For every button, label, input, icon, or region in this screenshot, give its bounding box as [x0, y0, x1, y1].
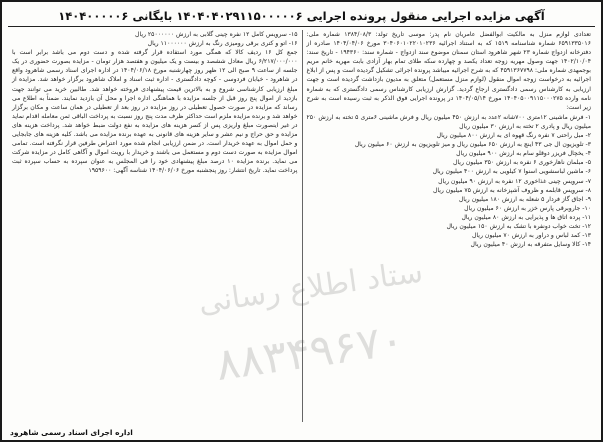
- list-item: ۸- سرویس قابلمه و ظروف آشپزخانه به ارزش ۷۵ میلیون ریال: [432, 186, 591, 194]
- list-item: ۱۱- پرده اتاق ها و پذیرایی به ارزش ۸۰ میلیون ریال: [461, 213, 591, 221]
- list-item: ۱- فرش ماشینی ۱۲متری ۷۰۰شانه ۲عدد به ارزش ۴۵۰ میلیون ریال و فرش ماشینی ۶متری ۵ تخته به ارزش ۲۵۰ میلیون ریال و پادری ۲ تخته به ارزش ۳۰ میلیون ریال: [306, 113, 591, 130]
- list-item: ۲- مبل راحتی ۷ نفره رنگ قهوه ای به ارزش ۸۰۰ میلیون ریال: [436, 132, 591, 140]
- list-item: ۱۶- اتو و کتری برقی رومیزی رنگ به ارزش ۱۱۰۰۰۰۰۰ ریال: [147, 40, 298, 48]
- list-item: ۹- اجاق گاز فردار ۵ شعله به ارزش ۱۸۰ میلیون ریال: [458, 195, 591, 203]
- list-item: ۴- یخچال فریزر دوقلو سام به ارزش ۹۰۰ میلیون ریال: [456, 150, 591, 158]
- auction-terms-paragraph: جمع کل ۱۶ ردیف کالا که همگی مورد استفاده قرار گرفته شده و دست دوم می باشد برابر است با ۶/۲۱۷/۰۰۰/۰۰۰ ریال معادل ششصد و بیست و یک میلیون و هفتصد هزار تومان - مزایده بصورت حضوری در یک جلسه از ساعت ۹ صبح الی ۱۲ ظهر روز چهارشنبه مورخ ۱۴۰۴/۰۶/۱۸ در اداره اجرای اسناد رسمی شاهرود واقع در شاهرود - خیابان فردوسی - کوچه دادگستری - اداره ثبت اسناد و املاک شاهرود برگزار خواهد شد. مزایده از مبلغ ارزیابی کارشناسی شروع و به بالاترین قیمت پیشنهادی فروخته خواهد شد. طالبین خرید می توانند جهت بازدید از اموال پنج روز قبل از جلسه مزایده با هماهنگی اداره اجرا و محل آن بازدید نمایند. ضمناً به اطلاع می رساند که مزایده در صورت حصول تعطیلی در روز مزایده در روز بعد از تعطیلی در همان ساعت و مکان برگزار خواهد شد و برنده مزایده ملزم است حداکثر ظرف مدت پنج روز نسبت به پرداخت الباقی ثمن معامله اقدام نماید در غیر اینصورت مبلغ واریزی پس از کسر هزینه های مزایده به نفع دولت ضبط خواهد شد. پرداخت هزینه های مزایده و حق حراج و نیم عشر و سایر هزینه های قانونی به عهده برنده مزایده می باشد. کلیه هزینه های جابجایی و حمل اموال به عهده خریدار است. در ضمن ارزیابی انجام شده مورد اعتراض طرفین قرار نگرفته است. تمامی اموال مزایده به صورت دست دوم و مستعمل می باشند و خریدار با رویت اموال و آگاهی کامل در مزایده شرکت می نماید. برنده مزایده ۱۰ درصد مبلغ پیشنهادی خود را فی المجلس به عنوان سپرده به حساب سپرده ثبت پرداخت نماید. تاریخ انتشار: روز پنجشنبه مورخ ۱۴۰۴/۰۶/۰۶ شناسه آگهی: ۱۹۵۹۶۰۰: [12, 49, 298, 175]
- notice-header: [8, 6, 595, 27]
- notice-title: آگهی مزایده اجرایی منقول پرونده اجرایی ۱۴۰۴۰۴۰۲۹۱۱۵۰۰۰۰۰۶ بایگانی ۱۴۰۴۰۰۰۰۰۶: [58, 9, 545, 23]
- list-item: ۷- سرویس چینی غذاخوری ۱۲ نفره به ارزش ۹۰ میلیون ریال: [438, 177, 591, 185]
- list-item: ۶- ماشین لباسشویی اسنوا ۷ کیلویی به ارزش ۴۰۰ میلیون ریال: [432, 168, 591, 176]
- list-item: ۱۲- تخت خواب دونفره با تشک به ارزش ۱۵۰ میلیون ریال: [446, 222, 591, 230]
- notice-body: [8, 30, 595, 422]
- list-item: ۱۴- کالا وسایل متفرقه به ارزش ۴۰ میلیون ریال: [470, 241, 591, 249]
- list-item: ۱۵- سرویس کامل ۱۲ نفره چینی گلابی به ارزش ۲۵۰۰۰۰۰۰ ریال: [135, 31, 298, 38]
- intro-paragraph: تعدادی لوازم منزل به مالکیت ابوالفضل عامریان نام پدر: موسی تاریخ تولد: ۱۳۸۴/۰۸/۳ شماره ملی: ۶۵۹۱۳۳۵۰۱۶ شماره شناسنامه ۱۵۱۹ که به استناد اجرائیه ۳۰۴۰۶۰۱۰۲۲۰۱۰۲۳۶ مورخ ۱۴۰۴/۰۴/۰۶ صادره از دفترخانه ازدواج شماره ۲۳ شهر شاهرود استان سمنان موضوع سند ازدواج - شماره سند: ۱۹۴۳۶۰ - تاریخ سند: ۱۴۰۲/۱۰/۰۴ جهت وصول مهریه زوجه تعداد یکصد و چهارده سکه طلای تمام بهار آزادی بابت مهریه خانم مریم بوجمهدی شماره ملی: ۴۵۹۱۳۶۷۷۹۸ که به شرح اجرائیه میباشد پرونده اجرائی تشکیل گردیده است و پس از ابلاغ اجرائیه به درخواست زوجه اموال منقول (لوازم منزل مستعمل) متعلق به مدیون بازداشت گردیده است و جهت ارزیابی به کارشناس رسمی دادگستری ارجاع گردید. گزارش ارزیابی کارشناس رسمی دادگستری که به شماره نامه وارده ۱۴۰۴۰۵۰۰۹۱۱۵۰۰۰۲۷۵ مورخ ۱۴۰۴/۰۵/۱۴ در پرونده اجرایی فوق الذکر به ثبت رسیده است به شرح زیر است:: [306, 31, 592, 111]
- list-item: ۱۰- جاروبرقی پارس خزر به ارزش ۶۰ میلیون ریال: [464, 204, 591, 212]
- issuer-signature: اداره اجرای اسناد رسمی شاهرود: [10, 428, 133, 437]
- right-column: [302, 30, 596, 422]
- watermark-number: ۸۸۳۴۹۶۷۰: [212, 314, 408, 392]
- watermark-text: ستاد اطلاع رسانی: [196, 254, 425, 321]
- list-item: ۵- مبلمان ناهارخوری ۶ نفره به ارزش ۳۵۰ میلیون ریال: [452, 159, 591, 167]
- left-column: [8, 30, 302, 422]
- list-item: ۳- تلویزیون ال جی ۴۳ اینچ به ارزش ۶۵۰ میلیون ریال و میز تلویزیون به ارزش ۶۰ میلیون ریال: [354, 141, 591, 149]
- list-item: ۱۳- کمد لباس و دراور به ارزش ۷۰ میلیون ریال: [471, 232, 591, 240]
